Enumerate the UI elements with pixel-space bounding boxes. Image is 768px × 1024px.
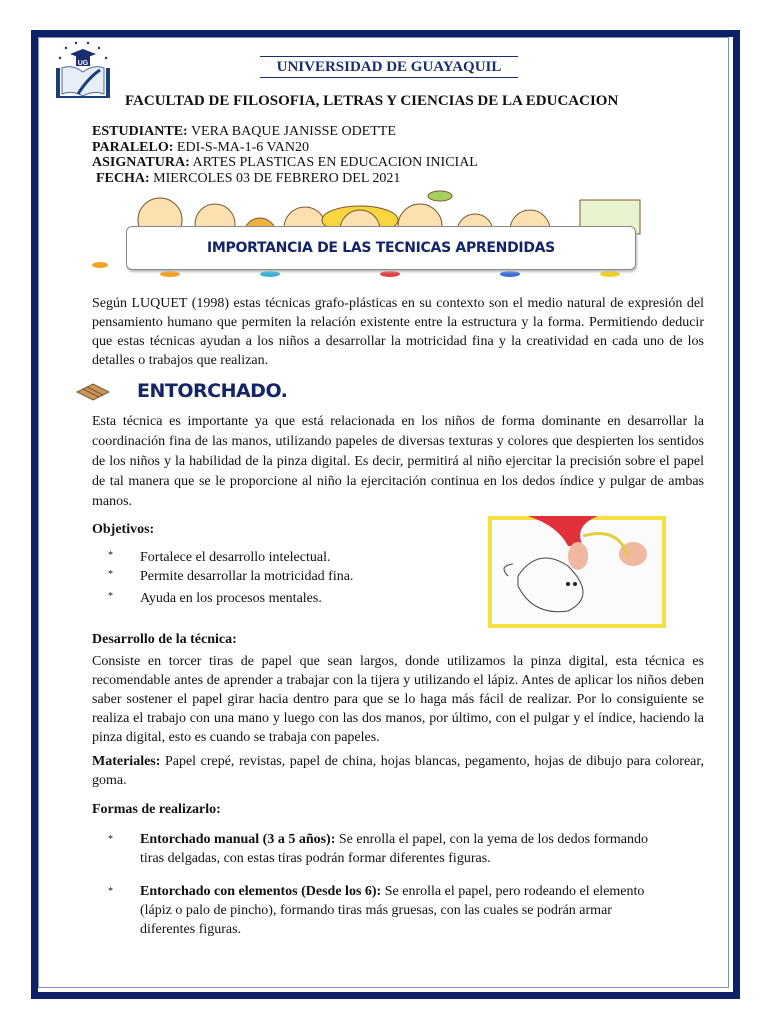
section-title: ENTORCHADO. (137, 380, 288, 402)
desarrollo-paragraph: Consiste en torcer tiras de papel que sean largos, donde utilizamos la pinza digital, esta técnica es recomendable antes de aprender a trabajar con la tijera y utilizando el lápiz. Antes de aplicar los niños deben saber sostener el papel girar hacia dentro para que se lo haga más fácil de realizar. Por lo consiguiente se realiza el trabajo con una mano y luego con las dos manos, por último, con el pulgar y el índice, haciendo la pinza digital, esto es cuando se trabaja con papeles. (92, 654, 704, 745)
forma-item-manual: * Entorchado manual (3 a 5 años): Se enrolla el papel, con la yema de los dedos formando tiras delgadas, con estas tiras podrán formar diferentes figuras. (108, 832, 648, 866)
info-fecha: FECHA: MIERCOLES 03 DE FEBRERO DEL 2021 (96, 170, 401, 186)
student-info (92, 124, 478, 186)
list-item: * Ayuda en los procesos mentales. (108, 591, 322, 606)
info-student: ESTUDIANTE: VERA BAQUE JANISSE ODETTE (92, 124, 396, 139)
university-logo (52, 40, 114, 98)
faculty-name: FACULTAD DE FILOSOFIA, LETRAS Y CIENCIAS DE LA EDUCACION (125, 93, 619, 109)
materiales-paragraph: Materiales: Papel crepé, revistas, papel de china, hojas blancas, pegamento, hojas de dibujo para colorear, goma. (92, 754, 704, 788)
list-item: * Permite desarrollar la motricidad fina. (108, 569, 354, 584)
list-item: * Fortalece el desarrollo intelectual. (108, 550, 331, 565)
intro-paragraph: Según LUQUET (1998) estas técnicas grafo-plásticas en su contexto son el medio natural de expresión del pensamiento humano que permiten la relación existente entre la estructura y la forma. Permitiendo deducir que estas técnicas ayudan a los niños a desarrollar la motricidad fina y la creatividad en cada uno de los detalles o trabajos que realizan. (92, 296, 704, 368)
kids-banner (90, 190, 675, 278)
formas-heading: Formas de realizarlo: (92, 802, 221, 817)
forma-item-elementos: * Entorchado con elementos (Desde los 6): Se enrolla el papel, pero rodeando el elemento (lápiz o palo de pincho), formando tiras más gruesas, con las cuales se podrán armar diferentes figuras. (108, 884, 645, 937)
child-activity-photo (488, 516, 666, 628)
rolled-paper-icon (75, 382, 111, 402)
section-paragraph: Esta técnica es importante ya que está relacionada en los niños de forma dominante en desarrollar la coordinación fina de las manos, utilizando papeles de diversas texturas y colores que despierten los sentidos de los niños y la habilidad de la pinza digital. Es decir, permitirá al niño ejercitar la precisión sobre el papel de tal manera que se le proporcione al niño la ejercitación continua en los dedos índice y pulgar de ambas manos. (92, 414, 704, 509)
info-paralelo: PARALELO: EDI-S-MA-1-6 VAN20 (92, 139, 310, 155)
university-name: UNIVERSIDAD DE GUAYAQUIL (260, 56, 518, 78)
banner-title: IMPORTANCIA DE LAS TECNICAS APRENDIDAS (126, 226, 636, 270)
objetivos-list (108, 550, 353, 610)
info-asignatura: ASIGNATURA: ARTES PLASTICAS EN EDUCACION INICIAL (92, 155, 478, 170)
objetivos-heading: Objetivos: (92, 522, 155, 537)
desarrollo-heading: Desarrollo de la técnica: (92, 632, 237, 647)
svg-text:UG: UG (77, 60, 89, 67)
